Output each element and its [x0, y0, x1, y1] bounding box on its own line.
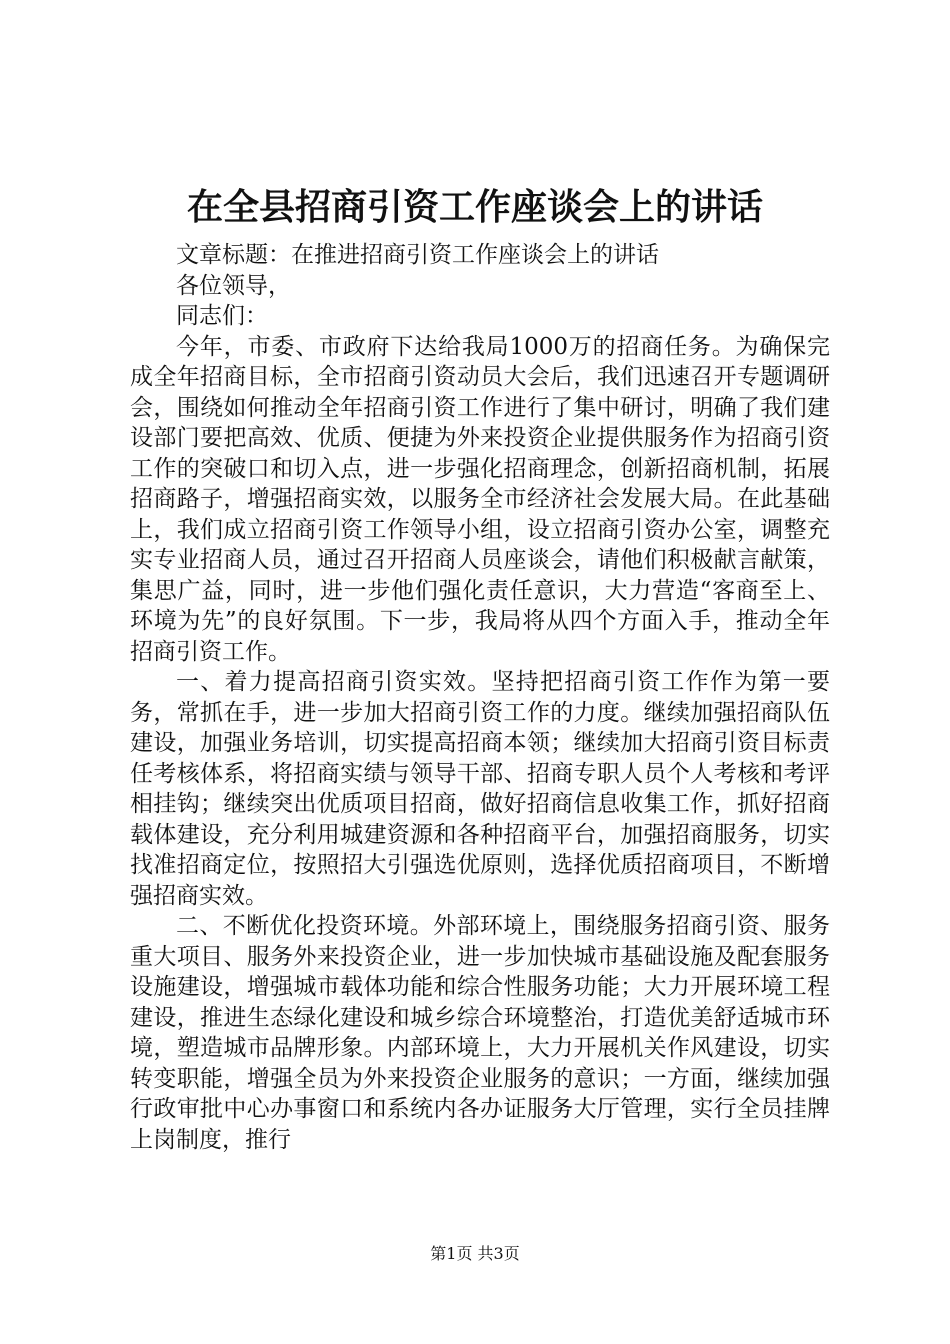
body-paragraph: 今年，市委、市政府下达给我局1000万的招商任务。为确保完成全年招商目标，全市招商引资动员大会后，我们迅速召开专题调研会，围绕如何推动全年招商引资工作进行了集中研讨，明确了我们建设部门要把高效、优质、便捷为外来投资企业提供服务作为招商引资工作的突破口和切入点，进一步强化招商理念，创新招商机制，拓展招商路子，增强招商实效，以服务全市经济社会发展大局。在此基础上，我们成立招商引资工作领导小组，设立招商引资办公室，调整充实专业招商人员，通过召开招商人员座谈会，请他们积极献言献策，集思广益，同时，进一步他们强化责任意识，大力营造“客商至上、环境为先”的良好氛围。下一步，我局将从四个方面入手，推动全年招商引资工作。 — [130, 333, 830, 665]
body-paragraph: 一、着力提高招商引资实效。坚持把招商引资工作作为第一要务，常抓在手，进一步加大招商引资工作的力度。继续加强招商队伍建设，加强业务培训，切实提高招商本领；继续加大招商引资目标责任考核体系，将招商实绩与领导干部、招商专职人员个人考核和考评相挂钩；继续突出优质项目招商，做好招商信息收集工作，抓好招商载体建设，充分利用城建资源和各种招商平台，加强招商服务，切实找准招商定位，按照招大引强选优原则，选择优质招商项目，不断增强招商实效。 — [130, 669, 830, 909]
body-paragraph: 二、不断优化投资环境。外部环境上，围绕服务招商引资、服务重大项目、服务外来投资企业，进一步加快城市基础设施及配套服务设施建设，增强城市载体功能和综合性服务功能；大力开展环境工程建设，推进生态绿化建设和城乡综合环境整治，打造优美舒适城市环境，塑造城市品牌形象。内部环境上，大力开展机关作风建设，切实转变职能，增强全员为外来投资企业服务的意识；一方面，继续加强行政审批中心办事窗口和系统内各办证服务大厅管理，实行全员挂牌上岗制度，推行 — [130, 913, 830, 1153]
salutation-comrades: 同志们： — [176, 303, 268, 329]
salutation-leaders: 各位领导， — [176, 272, 291, 299]
document-body — [130, 240, 830, 1155]
article-title-line: 文章标题：在推进招商引资工作座谈会上的讲话 — [176, 242, 659, 268]
document-title: 在全县招商引资工作座谈会上的讲话 — [186, 187, 763, 228]
page-number-footer: 第1页 共3页 — [430, 1244, 520, 1263]
